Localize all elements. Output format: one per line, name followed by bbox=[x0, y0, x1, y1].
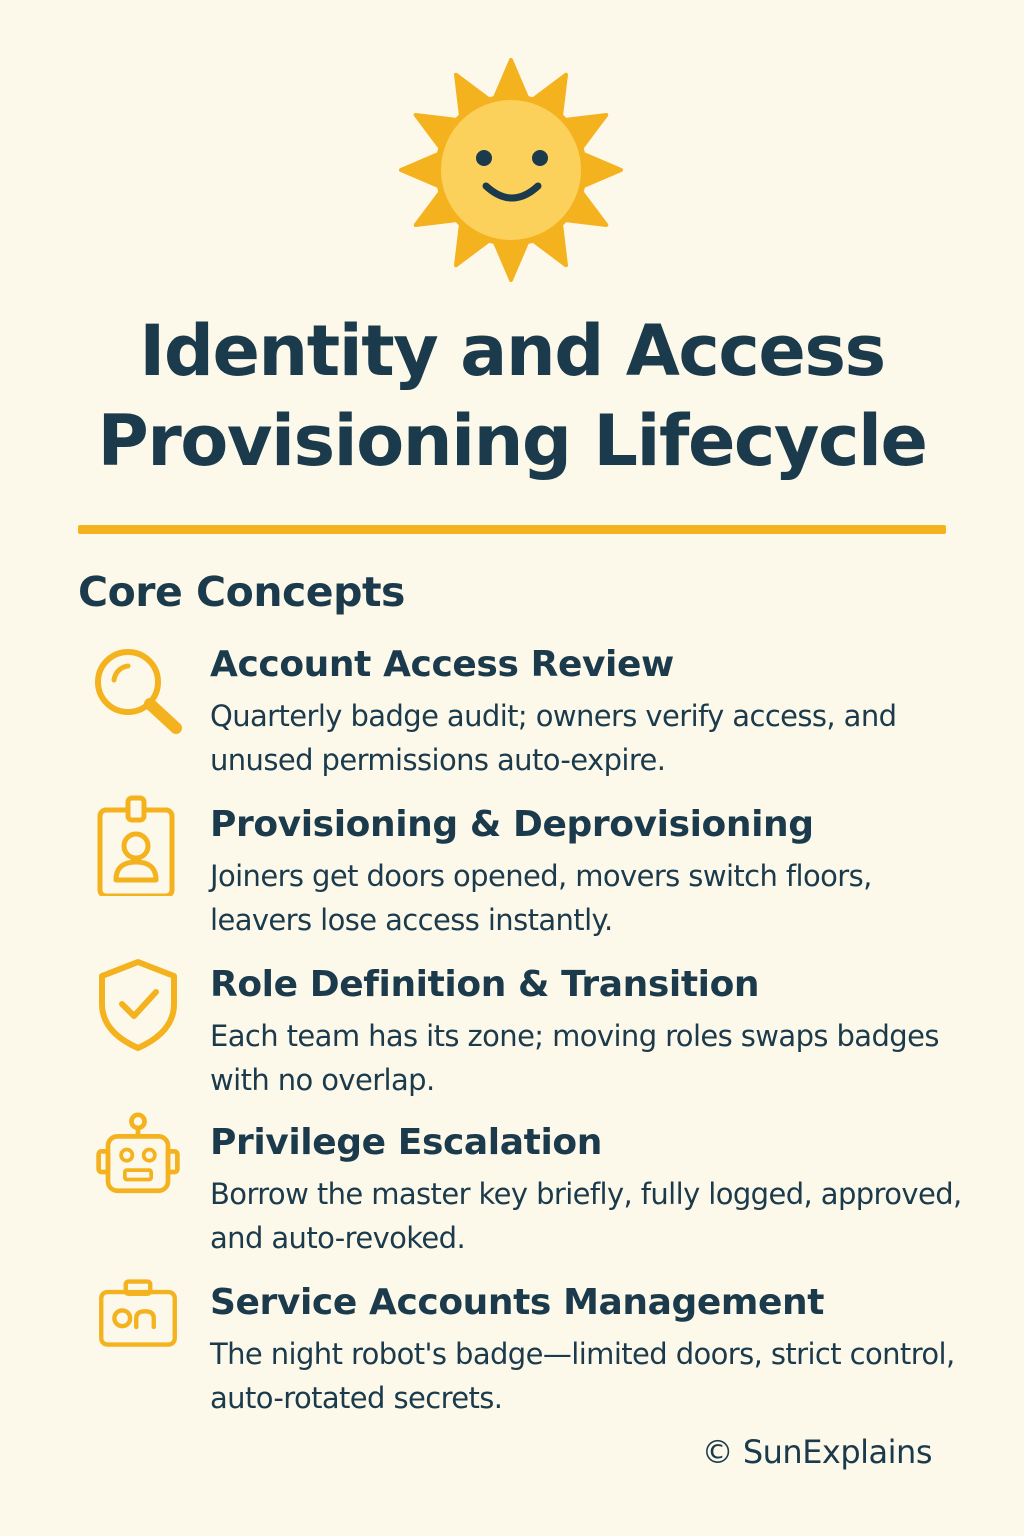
section-heading: Core Concepts bbox=[78, 568, 405, 616]
concept-item-account-access-review bbox=[78, 644, 958, 794]
shield-check-icon bbox=[90, 956, 186, 1052]
concept-description: Borrow the master key briefly, fully logged, approved, and auto-revoked. bbox=[210, 1177, 962, 1255]
concept-title: Provisioning & Deprovisioning bbox=[210, 804, 814, 845]
concept-description: Quarterly badge audit; owners verify access, and unused permissions auto-expire. bbox=[210, 699, 897, 777]
smiling-sun-icon bbox=[396, 58, 626, 282]
concept-title: Service Accounts Management bbox=[210, 1282, 825, 1323]
key-card-icon bbox=[90, 1278, 186, 1362]
concept-description: Each team has its zone; moving roles swaps badges with no overlap. bbox=[210, 1019, 939, 1097]
concept-description: The night robot's badge—limited doors, strict control, auto-rotated secrets. bbox=[210, 1337, 955, 1415]
concept-description: Joiners get doors opened, movers switch floors, leavers lose access instantly. bbox=[210, 859, 872, 937]
title-divider bbox=[78, 525, 946, 534]
title-line-1: Identity and Access bbox=[139, 310, 885, 392]
concept-title: Account Access Review bbox=[210, 644, 674, 685]
page-title bbox=[40, 306, 984, 486]
id-badge-icon bbox=[90, 792, 186, 896]
copyright-text: © SunExplains bbox=[701, 1433, 932, 1471]
concept-item-privilege-escalation bbox=[78, 1122, 962, 1272]
concept-item-provisioning-deprovisioning bbox=[78, 804, 958, 954]
concept-item-role-definition-transition bbox=[78, 964, 958, 1114]
concept-title: Role Definition & Transition bbox=[210, 964, 760, 1005]
title-line-2: Provisioning Lifecycle bbox=[97, 400, 927, 482]
concept-item-service-accounts-management bbox=[78, 1282, 958, 1432]
robot-icon bbox=[90, 1112, 186, 1202]
concept-title: Privilege Escalation bbox=[210, 1122, 602, 1163]
magnifying-glass-icon bbox=[90, 644, 186, 740]
